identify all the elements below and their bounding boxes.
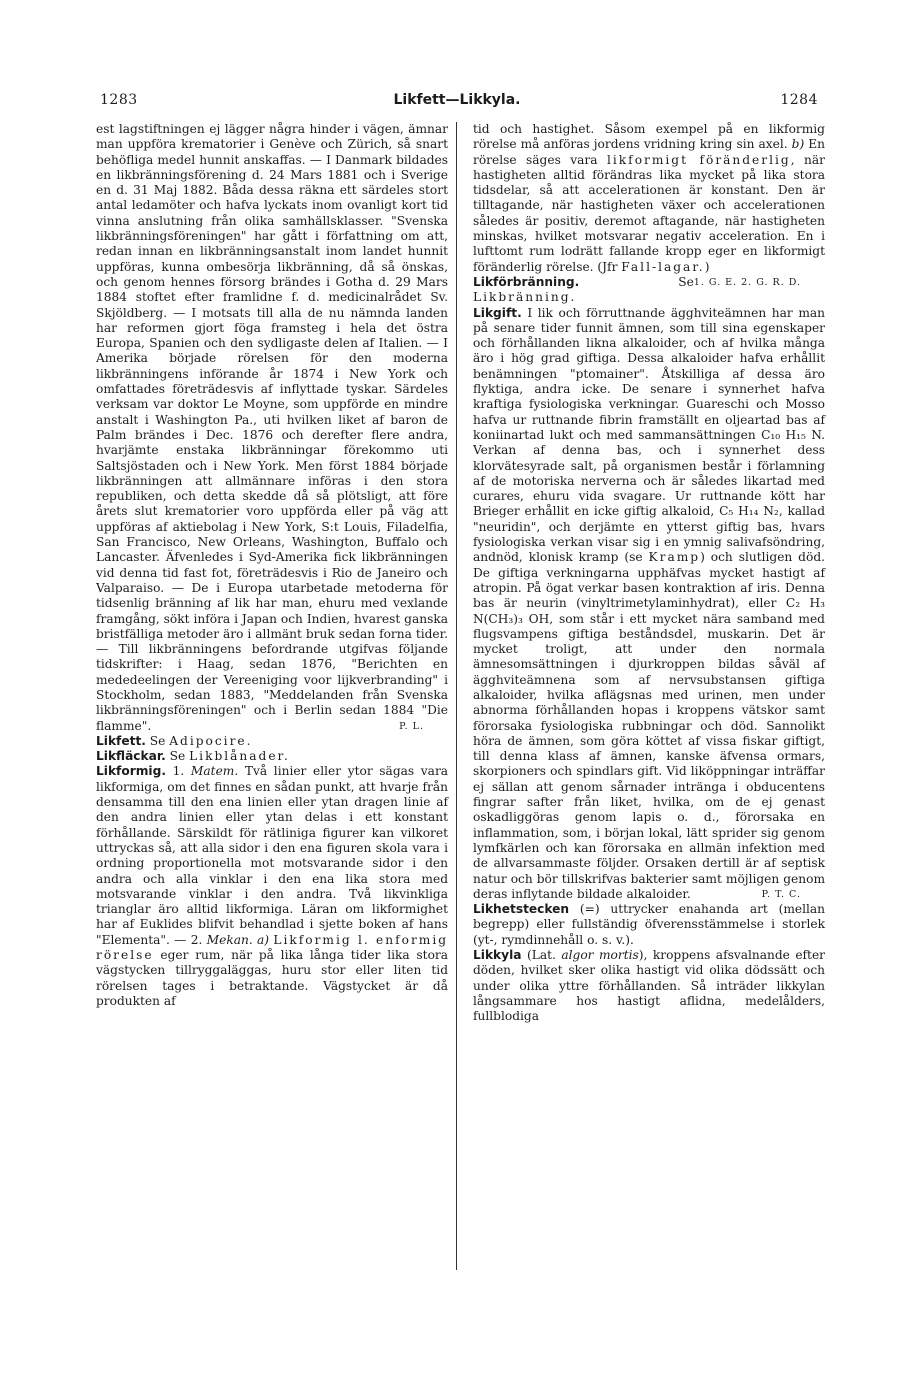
headword: Likförbränning.: [473, 274, 580, 289]
page-header: [96, 92, 818, 114]
author-signature: P. L.: [399, 720, 424, 732]
page-number-left: 1283: [100, 92, 138, 108]
headword: Likfett.: [96, 733, 146, 748]
entry-likforbranning: Likförbränning. Se Likbränning.: [473, 274, 694, 305]
cross-reference: Fall-lagar.: [621, 259, 705, 274]
headword: Likhetstecken: [473, 902, 570, 917]
cross-reference: Likbränning.: [473, 290, 577, 305]
chemical-formula: C₂ H₃ N(CH₃)₃ OH: [473, 596, 825, 626]
entry-likkyla: Likkyla (Lat. algor mortis), kroppens afsvalnande efter döden, hvilket sker olika hastigt vid olika dödssätt och under olika yttre förhållanden. Så inträder likkylan långsammare hos hastigt aflidna, medelålders, fullblodiga: [473, 948, 825, 1024]
field-label: Matem.: [190, 764, 239, 779]
column-divider: [456, 122, 457, 1270]
headword: Likfläckar.: [96, 749, 166, 764]
page-title: Likfett—Likkyla.: [393, 92, 521, 108]
emphasized-term: Likformig l. enformig rörelse: [96, 932, 449, 963]
entry-likflackar: Likfläckar. Se Likblånader.: [96, 749, 290, 764]
headword: Likformig.: [96, 764, 166, 779]
page-number-right: 1284: [780, 92, 818, 108]
headword: Likgift.: [473, 305, 522, 320]
entry-likhetstecken: Likhetstecken (=) uttrycker enahanda art (mellan begrepp) eller fullständig öfverensstämmelse i storlek (yt-, rymdinnehåll o. s. v.).: [473, 902, 826, 947]
emphasized-term: likformigt föränderlig: [607, 152, 791, 167]
cross-reference: Adipocire.: [169, 733, 253, 748]
entry-likformig: Likformig. 1. Matem. Två linier eller ytor sägas vara likformiga, om det finnes en sådan punkt, att hvarje från densamma till den ena linien eller ytan dragen linie af den andra linien eller ytan delas i ett konstant förhållande. Särskildt för rätliniga figurer kan vilkoret uttryckas så, att alla sidor i den ena figuren skola vara i ordning proportionella mot motsvarande sidor i den andra och alla vinklar i den ena lika stora med motsvarande vinklar i den andra. Två likvinkliga trianglar äro alltid likformiga. Läran om likformighet har af Euklides blifvit behandlad i sjette boken af hans "Elementa". — 2. Mekan. a) Likformig l. enformig rörelse eger rum, när på lika långa tider lika stora vägstycken tillryggaläggas, huru stor eller liten tid rörelsen tages i betraktande. Vägstycket är då produkten af: [96, 764, 449, 1008]
cross-reference: Likblånader.: [189, 749, 290, 764]
entry-continuation: est lagstiftningen ej lägger några hinder i vägen, ämnar man uppföra krematorier i Genève och Zürich, så snart behöfliga medel hunnit anskaffas. — I Danmark bildades en likbränningsförening d. 24 Mars 1881 och i Sverige en d. 31 Maj 1882. Båda dessa räkna ett särdeles stort antal ledamöter och hafva lyckats inom ovanligt kort tid vinna anslutning från olika samhällsklasser. "Svenska likbränningsföreningen" har gått i författning om att, redan innan en likbränningsanstalt inom landet hunnit uppföras, kunna ombesörja likbränning, då så önskas, och genom hennes försorg brändes i Gotha d. 29 Mars 1884 stoftet efter framlidne f. d. medicinalrådet Sv. Skjöldberg. — I motsats till alla de nu nämnda landen har reformen gjort föga framsteg i hela det östra Europa, Spanien och den sydligaste delen af Italien. — I Amerika började rörelsen för den moderna likbränningens införande år 1874 i New York och omfattades företrädesvis af inflyttade tyskar. Särdeles verksam var doktor Le Moyne, som uppförde en mindre anstalt i Washington Pa., uti hvilken liket af baron de Palm brändes i Dec. 1876 och derefter flere andra, hvarjämte enstaka likbränningar förekommo uti Saltsjöstaden och i New York. Men först 1884 började likbränningen att allmännare införas i den stora republiken, och detta skedde då så plötsligt, att före årets slut krematorier voro uppförda eller på väg att uppföras af aktiebolag i New York, S:t Louis, Filadelfia, San Francisco, New Orleans, Washington, Buffalo och Lancaster. Äfvenledes i Syd-Amerika fick likbränningen vid denna tid fast fot, företrädesvis i Rio de Janeiro och Valparaiso. — De i Europa utarbetade metoderna för tidsenlig bränning af lik har man, ehuru med vexlande framgång, sökt införa i Japan och Indien, hvarest ganska bristfälliga metoder äro i allmänt bruk sedan forna tider. — Till likbränningens befordrande utgifvas följande tidskrifter: i Haag, sedan 1876, "Berichten en mededeelingen der Vereeniging voor lijkverbranding" i Stockholm, sedan 1883, "Meddelanden från Svenska likbränningsföreningen" och i Berlin sedan 1884 "Die flamme". P. L.: [96, 122, 448, 733]
chemical-formula: C₅ H₁₄ N₂: [719, 504, 779, 519]
entry-likformig-continuation: tid och hastighet. Såsom exempel på en likformig rörelse må anföras jordens vridning kring sin axel. b) En rörelse säges vara likformigt föränderlig, när hastigheten alltid förändras lika mycket på lika stora tidsdelar, så att accelerationen är konstant. Den är tilltagande, när hastigheten växer och accelerationen således är positiv, deremot aftagande, när hastigheten minskas, hvilket motsvarar negativ acceleration. En i lufttomt rum lodrätt fallande kropp eger en likformigt föränderlig rörelse. (Jfr Fall-lagar.) 1. G. E. 2. G. R. D.: [473, 122, 825, 275]
entry-likfett: Likfett. Se Adipocire.: [96, 733, 253, 748]
right-column: [473, 122, 825, 1025]
entry-likgift: Likgift. I lik och förruttnande ägghviteämnen har man på senare tider funnit ämnen, som till sina egenskaper och förhållanden likna alkaloider, och af hvilka många äro i hög grad giftiga. Dessa alkaloider hafva erhållit benämningen "ptomainer". Åtskilliga af dessa äro flyktiga, andra icke. De senare i synnerhet hafva kraftiga fysiologiska verkningar. Guareschi och Mosso hafva ur ruttnande fibrin framställt en oljeartad bas af koniinartad lukt och med sammansättningen C₁₀ H₁₅ N. Verkan af denna bas, och i synnerhet dess klorvätesyrade salt, på organismen består i förlamning af de motoriska nerverna och är således likartad med curares, ehuru vida svagare. Ur ruttnande kött har Brieger erhållit en icke giftig alkaloid, C₅ H₁₄ N₂, kallad "neuridin", och derjämte en ytterst giftig bas, hvars fysiologiska verkan visar sig i en ymnig salivafsöndring, andnöd, klonisk kramp (se Kramp) och slutligen död. De giftiga verkningarna upphäfvas mycket hastigt af atropin. På ögat verkar basen kontraktion af iris. Denna bas är neurin (vinyltrimetylaminhydrat), eller C₂ H₃ N(CH₃)₃ OH, som står i ett mycket nära samband med flugsvampens giftiga beståndsdel, muskarin. Det är mycket troligt, att under den normala ämnesomsättningen i djurkroppen bildas såväl af ägghviteämnena som af nervsubstansen giftiga alkaloider, hvilka aflägsnas med urinen, men under abnorma förhållanden hopas i kroppens vätskor samt förorsaka fysiologiska rubbningar och död. Sannolikt höra de ämnen, som göra köttet af vissa fiskar giftigt, till denna klass af ämnen, kanske äfvensa ormars, skorpioners och spindlars gift. Vid liköppningar inträffar ej sällan att genom sårnader inträngа i obducentens fingrar safter från liket, hvilka, om de ej genast oskadliggöras genom lapis o. d., förorsaka en inflammation, som, i början lokal, lätt sprider sig genom lymfkärlen och kan förorsaka en allmän infektion med de allvarsammaste följder. Orsaken dertill är af septisk natur och bör tillskrifvas bakterier samt möjligen genom deras inflytande bildade alkaloider. P. T. C.: [473, 305, 826, 901]
left-column: [96, 122, 448, 1009]
author-signature: 1. G. E. 2. G. R. D.: [693, 276, 801, 288]
field-label: Mekan.: [206, 932, 253, 947]
cross-reference: Kramp: [648, 550, 701, 565]
headword: Likkyla: [473, 948, 522, 963]
chemical-formula: C₁₀ H₁₅ N.: [761, 427, 825, 442]
author-signature: P. T. C.: [761, 888, 801, 900]
